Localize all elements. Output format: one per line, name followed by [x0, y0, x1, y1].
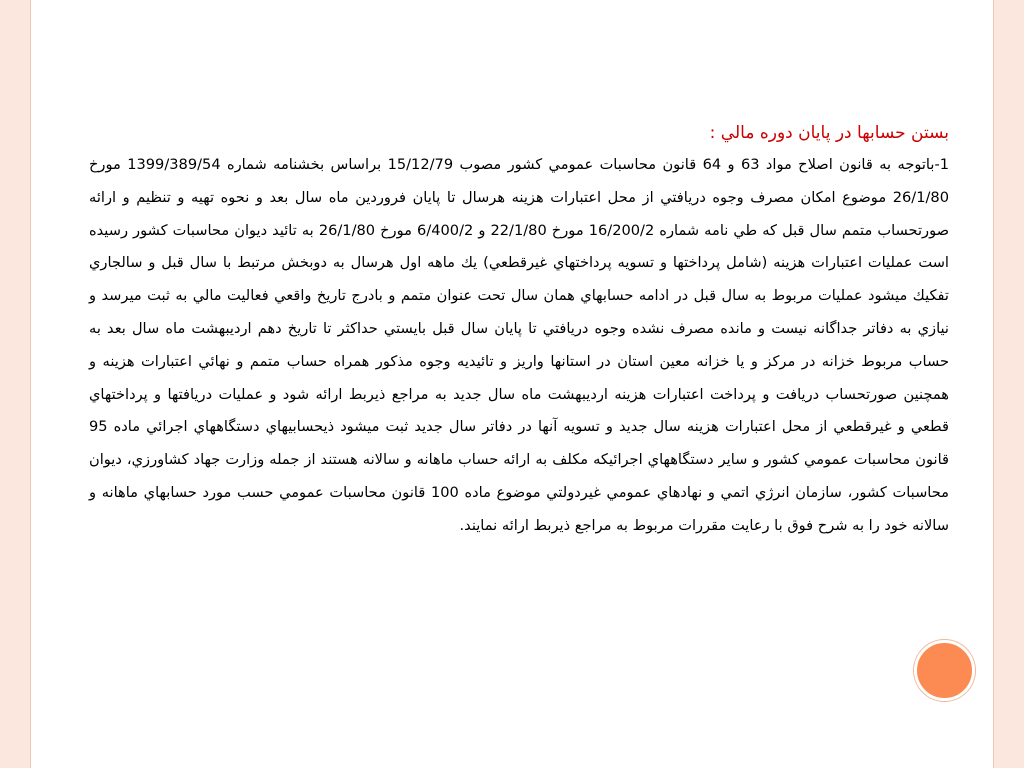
slide-content	[89, 117, 949, 543]
decorative-circle	[914, 640, 975, 701]
slide-title: بستن حسابها در پايان دوره مالي :	[709, 123, 949, 143]
slide	[30, 0, 994, 768]
body-paragraph: 1-باتوجه به قانون اصلاح مواد 63 و 64 قانون محاسبات عمومي كشور مصوب 15/12/79 براساس بخشنامه شماره 1399/389/54 مورخ 26/1/80 موضوع امكان مصرف وجوه دريافتي از محل اعتبارات هزينه هرسال تا پايان فروردين ماه سال بعد و نحوه تهيه و تنظيم و ارائه صورتحساب متمم سال قبل كه طي نامه شماره 16/200/2 مورخ 22/1/80 و 6/400/2 مورخ 26/1/80 به تائيد ديوان محاسبات كشور رسيده است عمليات اعتبارات هزينه (شامل پرداختها و تسويه پرداختهاي غيرقطعي) يك ماهه اول هرسال به دوبخش مرتبط با سال قبل و سالجاري تفكيك ميشود عمليات مربوط به سال قبل در ادامه حسابهاي همان سال تحت عنوان متمم و بادرج تاريخ واقعي فعاليت مالي به ثبت ميرسد و نيازي به دفاتر جداگانه نيست و مانده مصرف نشده وجوه دريافتي تا پايان سال قبل بايستي حداكثر تا تاريخ دهم ارديبهشت ماه سال بعد به حساب مربوط خزانه در مركز و يا خزانه معين استان در استانها واريز و تائيديه وجوه مذكور همراه حساب متمم و نهائي اعتبارات هزينه و همچنين صورتحساب دريافت و پرداخت اعتبارات هزينه ارديبهشت ماه سال جديد به مراجع ذيربط ارائه شود و عمليات دريافتها و پرداختهاي قطعي و غيرقطعي از محل اعتبارات هزينه سال جديد و تسويه آنها در دفاتر سال جديد ثبت ميشود ذيحسابيهاي دستگاههاي اجرائي ماده 95 قانون محاسبات عمومي كشور و ساير دستگاههاي اجرائيكه مكلف به ارائه حساب ماهانه و سالانه هستند از جمله وزارت جهاد كشاورزي، ديوان محاسبات كشور، سازمان انرژي اتمي و نهادهاي عمومي غيردولتي موضوع ماده 100 قانون محاسبات عمومي حسب مورد حسابهاي ماهانه و سالانه خود را به شرح فوق با رعايت مقررات مربوط به مراجع ذيربط ارائه نمايند.	[89, 156, 950, 534]
